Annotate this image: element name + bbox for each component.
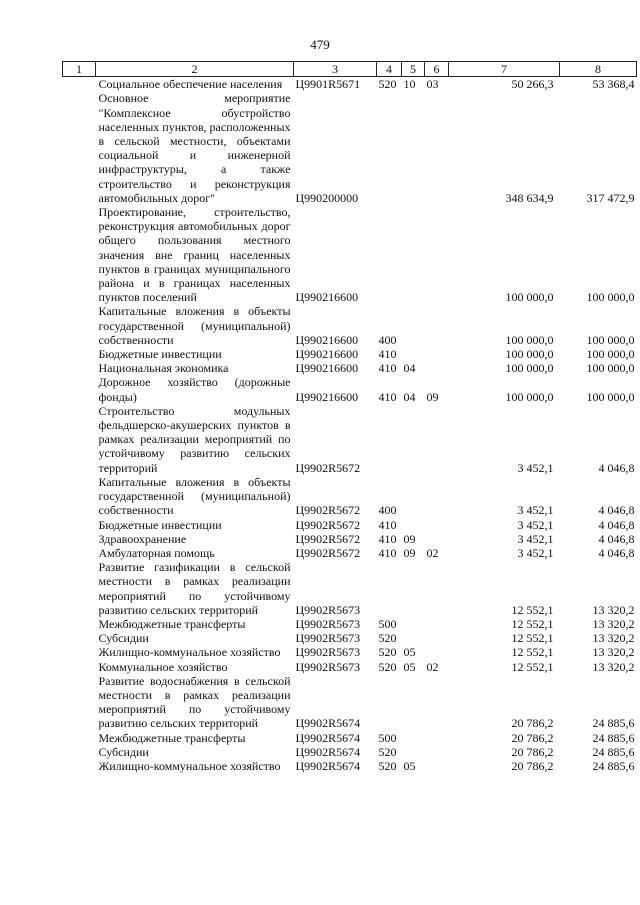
row-target-code: Ц9902R5673 <box>295 631 361 646</box>
row-section <box>402 347 425 361</box>
row-name: Жилищно-коммунальное хозяйство <box>98 758 281 773</box>
header-col-7: 7 <box>449 62 560 77</box>
row-expense-type: 520 <box>378 744 397 759</box>
cell-col-1 <box>63 77 96 92</box>
header-col-8: 8 <box>560 62 637 77</box>
row-target-code: Ц9902R5672 <box>295 531 361 546</box>
table-row <box>63 532 637 546</box>
row-expense-type: 410 <box>378 361 397 376</box>
row-target-code: Ц9902R5674 <box>295 730 361 745</box>
row-expense-type: 520 <box>378 645 397 660</box>
table-row <box>63 759 637 773</box>
row-subsection <box>425 404 449 475</box>
table-row <box>63 205 637 304</box>
row-value-col-7: 3 452,1 <box>517 545 554 560</box>
row-section: 04 <box>403 389 416 404</box>
row-value-col-7: 3 452,1 <box>517 517 554 532</box>
row-value-col-8: 100 000,0 <box>586 332 635 347</box>
cell-col-1 <box>63 205 96 304</box>
row-expense-type: 410 <box>378 545 397 560</box>
row-expense-type <box>377 560 402 617</box>
row-value-col-7: 12 552,1 <box>511 602 554 617</box>
row-target-code: Ц9902R5672 <box>295 545 361 560</box>
row-target-code: Ц9902R5672 <box>295 503 361 518</box>
row-subsection <box>425 631 449 645</box>
table-row <box>63 546 637 560</box>
row-target-code: Ц9902R5672 <box>295 517 361 532</box>
row-name: Межбюджетные трансферты <box>98 730 246 745</box>
row-value-col-8: 24 885,6 <box>592 744 635 759</box>
row-expense-type: 500 <box>378 616 397 631</box>
table-row <box>63 674 637 731</box>
row-value-col-8: 24 885,6 <box>592 730 635 745</box>
cell-col-1 <box>63 404 96 475</box>
table-row <box>63 617 637 631</box>
row-section <box>402 745 425 759</box>
row-value-col-7: 20 786,2 <box>511 730 554 745</box>
row-expense-type <box>377 674 402 731</box>
row-name: Проектирование, строительство, реконструкция автомобильных дорог общего пользования местного значения вне границ населенных пунктов в границах муниципального района и в границах населенных пунктов поселений <box>98 205 291 305</box>
row-subsection <box>425 645 449 659</box>
row-subsection <box>425 560 449 617</box>
row-name: Развитие газификации в сельской местности в рамках реализации мероприятий по устойчивому развитию сельских территорий <box>98 560 291 617</box>
cell-col-1 <box>63 475 96 518</box>
row-value-col-8: 13 320,2 <box>592 602 635 617</box>
row-value-col-8: 24 885,6 <box>592 716 635 731</box>
row-section <box>402 631 425 645</box>
row-expense-type <box>377 91 402 205</box>
row-expense-type: 520 <box>378 77 397 92</box>
table-row <box>63 731 637 745</box>
row-name: Амбулаторная помощь <box>98 545 215 560</box>
cell-col-1 <box>63 745 96 759</box>
row-expense-type: 500 <box>378 730 397 745</box>
row-subsection: 02 <box>426 545 439 560</box>
cell-col-1 <box>63 617 96 631</box>
row-target-code: Ц990216600 <box>295 290 359 305</box>
row-name: Капитальные вложения в объекты государственной (муниципальной) собственности <box>98 304 291 347</box>
header-col-5: 5 <box>402 62 425 77</box>
cell-col-1 <box>63 731 96 745</box>
row-value-col-8: 100 000,0 <box>586 290 635 305</box>
row-value-col-7: 100 000,0 <box>505 361 554 376</box>
row-expense-type <box>377 404 402 475</box>
row-section <box>402 518 425 532</box>
header-col-1: 1 <box>63 62 96 77</box>
table-row <box>63 560 637 617</box>
row-target-code: Ц990216600 <box>295 361 359 376</box>
table-header <box>63 62 637 77</box>
row-target-code: Ц990216600 <box>295 389 359 404</box>
row-expense-type: 520 <box>378 758 397 773</box>
row-section <box>402 674 425 731</box>
row-target-code: Ц9902R5673 <box>295 659 361 674</box>
row-value-col-7: 12 552,1 <box>511 631 554 646</box>
row-subsection <box>425 304 449 347</box>
table-body <box>63 77 637 773</box>
row-section: 05 <box>403 645 416 660</box>
cell-col-1 <box>63 304 96 347</box>
row-value-col-8: 13 320,2 <box>592 631 635 646</box>
row-section: 10 <box>403 77 416 92</box>
table-row <box>63 404 637 475</box>
row-name: Дорожное хозяйство (дорожные фонды) <box>98 375 291 404</box>
row-section: 05 <box>403 758 416 773</box>
row-value-col-7: 20 786,2 <box>511 744 554 759</box>
row-value-col-8: 53 368,4 <box>592 77 635 92</box>
header-col-6: 6 <box>425 62 449 77</box>
cell-col-1 <box>63 546 96 560</box>
cell-col-1 <box>63 361 96 375</box>
row-value-col-7: 20 786,2 <box>511 758 554 773</box>
row-name: Коммунальное хозяйство <box>98 659 228 674</box>
row-name: Национальная экономика <box>98 361 229 376</box>
row-value-col-7: 100 000,0 <box>505 332 554 347</box>
row-subsection <box>425 361 449 375</box>
row-value-col-7: 3 452,1 <box>517 503 554 518</box>
row-target-code: Ц9901R5671 <box>295 77 361 92</box>
row-subsection <box>425 347 449 361</box>
row-value-col-7: 12 552,1 <box>511 645 554 660</box>
row-subsection <box>425 518 449 532</box>
row-subsection <box>425 91 449 205</box>
row-target-code: Ц9902R5673 <box>295 616 361 631</box>
cell-col-1 <box>63 645 96 659</box>
row-expense-type: 520 <box>378 659 397 674</box>
row-value-col-7: 12 552,1 <box>511 616 554 631</box>
row-value-col-7: 100 000,0 <box>505 290 554 305</box>
row-value-col-8: 13 320,2 <box>592 616 635 631</box>
row-section <box>402 91 425 205</box>
row-value-col-8: 4 046,8 <box>598 545 635 560</box>
row-target-code: Ц9902R5673 <box>295 645 361 660</box>
row-subsection <box>425 674 449 731</box>
row-expense-type: 410 <box>378 531 397 546</box>
row-value-col-7: 100 000,0 <box>505 347 554 362</box>
row-name: Здравоохранение <box>98 531 187 546</box>
row-value-col-8: 100 000,0 <box>586 389 635 404</box>
table-row <box>63 475 637 518</box>
row-value-col-7: 3 452,1 <box>517 531 554 546</box>
row-name: Капитальные вложения в объекты государственной (муниципальной) собственности <box>98 474 291 518</box>
table-row <box>63 745 637 759</box>
row-target-code: Ц990216600 <box>295 347 359 362</box>
cell-col-1 <box>63 674 96 731</box>
row-target-code: Ц9902R5674 <box>295 744 361 759</box>
row-name: Социальное обеспечение населения <box>98 77 283 92</box>
row-value-col-7: 348 634,9 <box>505 190 554 205</box>
table-row <box>63 518 637 532</box>
row-value-col-8: 4 046,8 <box>598 517 635 532</box>
row-name: Жилищно-коммунальное хозяйство <box>98 645 281 660</box>
cell-col-1 <box>63 518 96 532</box>
table-row <box>63 91 637 205</box>
cell-col-1 <box>63 375 96 403</box>
row-section: 05 <box>403 659 416 674</box>
row-expense-type: 400 <box>378 503 397 518</box>
table-row <box>63 645 637 659</box>
row-target-code: Ц990216600 <box>295 332 359 347</box>
table-row <box>63 660 637 674</box>
cell-col-1 <box>63 347 96 361</box>
row-section <box>402 617 425 631</box>
row-subsection <box>425 205 449 304</box>
row-value-col-8: 13 320,2 <box>592 659 635 674</box>
row-subsection <box>425 759 449 773</box>
row-section: 09 <box>403 545 416 560</box>
row-subsection: 02 <box>426 659 439 674</box>
row-expense-type <box>377 205 402 304</box>
row-subsection <box>425 617 449 631</box>
row-name: Межбюджетные трансферты <box>98 616 246 631</box>
row-name: Субсидии <box>98 744 149 759</box>
row-value-col-7: 3 452,1 <box>517 460 554 475</box>
budget-table <box>62 61 637 773</box>
row-name: Бюджетные инвестиции <box>98 517 222 532</box>
row-value-col-8: 100 000,0 <box>586 361 635 376</box>
row-section: 04 <box>403 361 416 376</box>
row-subsection <box>425 532 449 546</box>
row-expense-type: 410 <box>378 347 397 362</box>
table-row <box>63 631 637 645</box>
cell-col-1 <box>63 759 96 773</box>
cell-col-1 <box>63 532 96 546</box>
row-expense-type: 520 <box>378 631 397 646</box>
table-row <box>63 347 637 361</box>
row-expense-type: 410 <box>378 517 397 532</box>
row-value-col-7: 12 552,1 <box>511 659 554 674</box>
row-value-col-8: 4 046,8 <box>598 503 635 518</box>
row-target-code: Ц9902R5672 <box>295 460 361 475</box>
row-value-col-8: 24 885,6 <box>592 758 635 773</box>
row-target-code: Ц9902R5674 <box>295 758 361 773</box>
row-subsection <box>425 745 449 759</box>
row-section <box>402 205 425 304</box>
table-row <box>63 304 637 347</box>
row-value-col-8: 4 046,8 <box>598 531 635 546</box>
page-number: 479 <box>310 37 330 52</box>
row-subsection: 03 <box>426 77 439 92</box>
row-subsection: 09 <box>426 389 439 404</box>
header-col-3: 3 <box>294 62 377 77</box>
cell-col-1 <box>63 660 96 674</box>
row-name: Основное мероприятие "Комплексное обустройство населенных пунктов, расположенных в сельской местности, объектами социальной и инженерной инфраструктуры, а также строительство и реконструкция автомобильных дорог" <box>98 91 291 205</box>
table-row <box>63 361 637 375</box>
row-name: Субсидии <box>98 631 149 646</box>
row-subsection <box>425 475 449 518</box>
row-section <box>402 560 425 617</box>
row-value-col-8: 100 000,0 <box>586 347 635 362</box>
table-row <box>63 77 637 92</box>
row-value-col-8: 4 046,8 <box>598 460 635 475</box>
row-name: Бюджетные инвестиции <box>98 347 222 362</box>
row-expense-type: 410 <box>378 389 397 404</box>
row-section: 09 <box>403 531 416 546</box>
row-value-col-8: 13 320,2 <box>592 645 635 660</box>
row-target-code: Ц9902R5673 <box>295 602 361 617</box>
cell-col-1 <box>63 631 96 645</box>
row-target-code: Ц990200000 <box>295 190 359 205</box>
row-expense-type: 400 <box>378 332 397 347</box>
row-target-code: Ц9902R5674 <box>295 716 361 731</box>
header-col-4: 4 <box>377 62 402 77</box>
row-value-col-7: 100 000,0 <box>505 389 554 404</box>
row-name: Строительство модульных фельдшерско-акушерских пунктов в рамках реализации мероприятий по устойчивому развитию сельских территорий <box>98 403 291 475</box>
row-section <box>402 304 425 347</box>
row-value-col-7: 50 266,3 <box>511 77 554 92</box>
table-row <box>63 375 637 403</box>
row-section <box>402 731 425 745</box>
cell-col-1 <box>63 560 96 617</box>
header-row <box>63 62 637 77</box>
row-subsection <box>425 731 449 745</box>
row-section <box>402 475 425 518</box>
header-col-2: 2 <box>96 62 294 77</box>
row-section <box>402 404 425 475</box>
cell-col-1 <box>63 91 96 205</box>
row-value-col-7: 20 786,2 <box>511 716 554 731</box>
row-value-col-8: 317 472,9 <box>586 190 635 205</box>
row-name: Развитие водоснабжения в сельской местности в рамках реализации мероприятий по устойчивому развитию сельских территорий <box>98 673 291 731</box>
